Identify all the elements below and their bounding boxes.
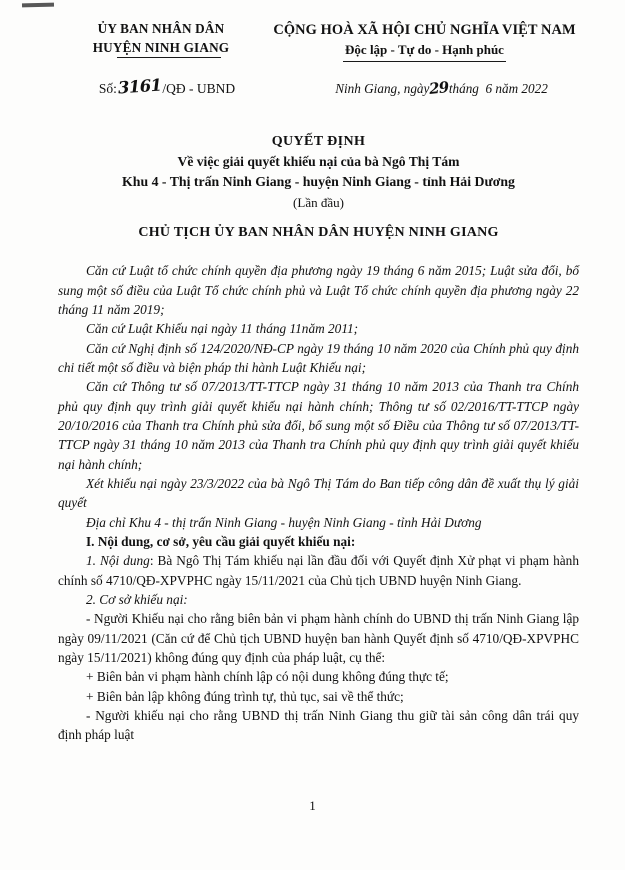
complainant-address: Địa chỉ Khu 4 - thị trấn Ninh Giang - huyện Ninh Giang - tỉnh Hải Dương — [86, 514, 482, 530]
document-number-prefix: Số: — [98, 81, 117, 96]
document-header — [58, 20, 579, 60]
decision-instance: (Lần đầu) — [293, 195, 344, 211]
decision-subject: Về việc giải quyết khiếu nại của bà Ngô Thị Tám — [177, 154, 460, 169]
complaint-basis-bullet-1: - Người Khiếu nại cho rằng biên bản vi phạm hành chính do UBND thị trấn Ninh Giang lập ngày 09/11/2021 (Căn cứ để Chủ tịch UBND huyện ban hành Quyết định số 4710/QĐ-XPVPHC ngày 15/11/2021) không đúng quy định của pháp luật, cụ thể: — [58, 611, 579, 666]
year-prefix: năm — [495, 81, 519, 96]
issuing-organization — [58, 20, 264, 57]
document-number — [58, 75, 270, 98]
complaint-basis-bullet-4: - Người khiếu nại cho rằng UBND thị trấn Ninh Giang thu giữ tài sản công dân trái quy định pháp luật — [58, 708, 579, 743]
date-day: 29 — [428, 78, 450, 98]
item-1-label: 1. Nội dung — [86, 553, 150, 569]
legal-basis-1: Căn cứ Luật tổ chức chính quyền địa phương ngày 19 tháng 6 năm 2015; Luật sửa đổi, bổ sung một số điều của Luật Tổ chức chính phủ và Luật Tổ chức chính quyền địa phương ngày 22 tháng 11 năm 2019; — [58, 263, 579, 317]
document-body — [58, 261, 579, 745]
complaint-basis-bullet-2: + Biên bản vi phạm hành chính lập có nội dung không đúng thực tế; — [86, 669, 449, 685]
item-2-label: 2. Cơ sở khiếu nại: — [86, 592, 188, 608]
legal-basis-4: Căn cứ Thông tư số 07/2013/TT-TTCP ngày 31 tháng 10 năm 2013 của Thanh tra Chính phủ quy định quy trình giải quyết khiếu nại hành chính; Thông tư số 02/2016/TT-TTCP ngày 20/10/2016 của Thanh tra Chính phủ sửa đổi, bổ sung một số Điều của Thông tư số 07/2013/TT-TTCP ngày 31 tháng 10 năm 2013 của Thanh tra Chính phủ quy định quy trình giải quyết khiếu nại hành chính; — [58, 379, 579, 472]
document-meta-row — [58, 75, 579, 98]
page-number: 1 — [309, 798, 316, 813]
document-titles — [58, 131, 579, 243]
date-year: 2022 — [521, 81, 548, 96]
document-number-suffix: /QĐ - UBND — [162, 81, 236, 96]
section-heading-I: I. Nội dung, cơ sở, yêu cầu giải quyết khiếu nại: — [86, 534, 356, 550]
national-title: CỘNG HOÀ XÃ HỘI CHỦ NGHĨA VIỆT NAM — [273, 22, 576, 38]
national-heading — [264, 20, 579, 60]
decision-address: Khu 4 - Thị trấn Ninh Giang - huyện Ninh Giang - tỉnh Hải Dương — [122, 174, 515, 190]
decision-title: QUYẾT ĐỊNH — [271, 134, 366, 149]
organization-line-1: ỦY BAN NHÂN DÂN — [97, 21, 225, 36]
date-month: 6 — [485, 81, 493, 96]
review-clause: Xét khiếu nại ngày 23/3/2022 của bà Ngô Thị Tám do Ban tiếp công dân đề xuất thụ lý giải quyết — [58, 476, 579, 511]
place-prefix: Ninh Giang, ngày — [335, 81, 430, 96]
item-1-content — [58, 551, 579, 590]
month-prefix: tháng — [448, 81, 479, 96]
complaint-basis-bullet-3: + Biên bản lập không đúng trình tự, thủ tục, sai về thể thức; — [86, 688, 404, 704]
issuing-authority: CHỦ TỊCH ỦY BAN NHÂN DÂN HUYỆN NINH GIANG — [138, 225, 499, 241]
legal-basis-2: Căn cứ Luật Khiếu nại ngày 11 tháng 11năm 2011; — [86, 321, 359, 337]
document-number-value: 3161 — [117, 75, 162, 98]
national-motto: Độc lập - Tự do - Hạnh phúc — [345, 41, 504, 60]
document-place-date — [270, 79, 579, 97]
organization-line-2: HUYỆN NINH GIANG — [93, 39, 230, 58]
item-1-text: : Bà Ngô Thị Tám khiếu nại lần đầu đối với Quyết định Xử phạt vi phạm hành chính số 4710/QĐ-XPVPHC ngày 15/11/2021 của Chủ tịch UBND huyện Ninh Giang. — [58, 553, 579, 588]
legal-basis-3: Căn cứ Nghị định số 124/2020/NĐ-CP ngày 19 tháng 10 năm 2020 của Chính phủ quy định chi tiết một số điều và biện pháp thi hành Luật Khiếu nại; — [58, 340, 579, 375]
